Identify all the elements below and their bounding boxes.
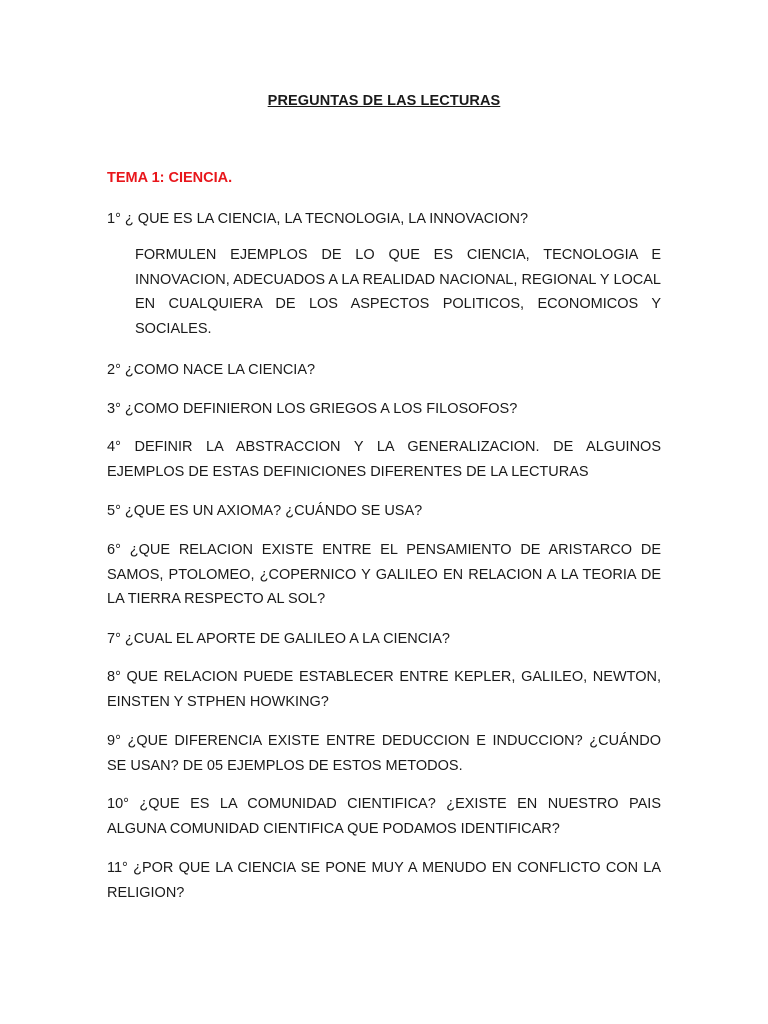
- question-2: 2° ¿COMO NACE LA CIENCIA?: [107, 362, 316, 378]
- question-8: 8° QUE RELACION PUEDE ESTABLECER ENTRE KEPLER, GALILEO, NEWTON, EINSTEN Y STPHEN HOWKING?: [107, 669, 661, 710]
- question-6: 6° ¿QUE RELACION EXISTE ENTRE EL PENSAMIENTO DE ARISTARCO DE SAMOS, PTOLOMEO, ¿COPERNICO Y GALILEO EN RELACION A LA TEORIA DE LA TIERRA RESPECTO AL SOL?: [107, 542, 661, 607]
- question-1-instruction: FORMULEN EJEMPLOS DE LO QUE ES CIENCIA, TECNOLOGIA E INNOVACION, ADECUADOS A LA REALIDAD NACIONAL, REGIONAL Y LOCAL EN CUALQUIERA DE LOS ASPECTOS POLITICOS, ECONOMICOS Y SOCIALES.: [135, 247, 661, 337]
- page-title: PREGUNTAS DE LAS LECTURAS: [267, 93, 501, 109]
- question-11: 11° ¿POR QUE LA CIENCIA SE PONE MUY A MENUDO EN CONFLICTO CON LA RELIGION?: [107, 860, 661, 901]
- question-9: 9° ¿QUE DIFERENCIA EXISTE ENTRE DEDUCCION E INDUCCION? ¿CUÁNDO SE USAN? DE 05 EJEMPLOS DE ESTOS METODOS.: [107, 733, 661, 774]
- question-3: 3° ¿COMO DEFINIERON LOS GRIEGOS A LOS FILOSOFOS?: [107, 401, 518, 417]
- question-1: 1° ¿ QUE ES LA CIENCIA, LA TECNOLOGIA, LA INNOVACION?: [107, 211, 529, 227]
- question-10: 10° ¿QUE ES LA COMUNIDAD CIENTIFICA? ¿EXISTE EN NUESTRO PAIS ALGUNA COMUNIDAD CIENTIFICA QUE PODAMOS IDENTIFICAR?: [107, 796, 661, 837]
- section-heading: TEMA 1: CIENCIA.: [107, 170, 233, 186]
- question-5: 5° ¿QUE ES UN AXIOMA? ¿CUÁNDO SE USA?: [107, 503, 423, 519]
- question-4: 4° DEFINIR LA ABSTRACCION Y LA GENERALIZACION. DE ALGUINOS EJEMPLOS DE ESTAS DEFINICIONES DIFERENTES DE LA LECTURAS: [107, 439, 661, 480]
- question-7: 7° ¿CUAL EL APORTE DE GALILEO A LA CIENCIA?: [107, 631, 450, 647]
